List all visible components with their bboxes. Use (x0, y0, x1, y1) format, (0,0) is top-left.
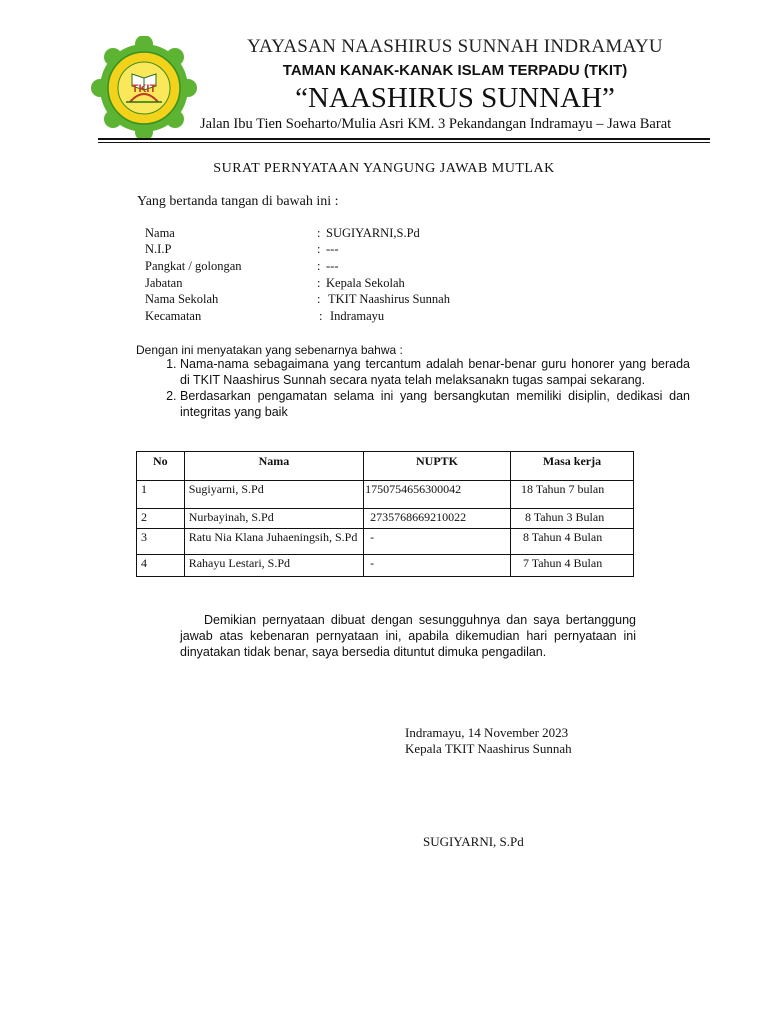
letterhead-rule-thin (98, 142, 710, 143)
field-colon: : (317, 242, 321, 256)
statement-list (136, 357, 690, 421)
field-value-nama-sekolah: TKIT Naashirus Sunnah (328, 292, 450, 306)
cell-no: 2 (137, 509, 185, 529)
header-masa-kerja: Masa kerja (510, 452, 633, 481)
field-value-jabatan: Kepala Sekolah (326, 276, 405, 290)
field-value-kecamatan: Indramayu (330, 309, 385, 323)
cell-nama: Ratu Nia Klana Juhaeningsih, S.Pd (184, 529, 363, 555)
statement-item: 1. Nama-nama sebagaimana yang tercantum adalah benar-benar guru honorer yang berada di TKIT Naashirus Sunnah secara nyata telah melaksanakn tugas sampai sekarang. (180, 357, 690, 388)
logo-center-text: TKIT (131, 83, 157, 95)
letterhead-rule-thick (98, 138, 710, 140)
cell-no: 4 (137, 555, 185, 577)
signature-name: SUGIYARNI, S.Pd (423, 834, 524, 849)
cell-no: 3 (137, 529, 185, 555)
cell-nuptk: 2735768669210022 (364, 509, 511, 529)
intro-text: Yang bertanda tangan di bawah ini : (137, 194, 339, 209)
cell-nama: Nurbayinah, S.Pd (184, 509, 363, 529)
cell-masa-kerja: 18 Tahun 7 bulan (510, 481, 633, 509)
table-row (137, 481, 634, 509)
field-label-jabatan: Jabatan (145, 276, 183, 290)
cell-nuptk: 1750754656300042 (364, 481, 511, 509)
signature-place-date: Indramayu, 14 November 2023 (405, 725, 569, 740)
field-label-nip: N.I.P (145, 242, 172, 256)
cell-masa-kerja: 8 Tahun 3 Bulan (510, 509, 633, 529)
statement-lead: Dengan ini menyatakan yang sebenarnya bahwa : (136, 343, 403, 357)
field-value-pangkat: --- (326, 259, 339, 273)
signature-role: Kepala TKIT Naashirus Sunnah (405, 741, 572, 756)
cell-nuptk: - (364, 555, 511, 577)
field-colon: : (319, 309, 323, 323)
document-title: SURAT PERNYATAAN YANGUNG JAWAB MUTLAK (213, 161, 555, 176)
field-label-nama: Nama (145, 226, 175, 240)
statement-item: 2. Berdasarkan pengamatan selama ini yang bersangkutan memiliki disiplin, dedikasi dan integritas yang baik (180, 389, 690, 420)
cell-nama: Sugiyarni, S.Pd (184, 481, 363, 509)
foundation-name: YAYASAN NAASHIRUS SUNNAH INDRAMAYU (247, 36, 663, 57)
header-nuptk: NUPTK (364, 452, 511, 481)
field-colon: : (317, 259, 321, 273)
field-label-kecamatan: Kecamatan (145, 309, 202, 323)
field-colon: : (317, 276, 321, 290)
field-label-pangkat: Pangkat / golongan (145, 259, 242, 273)
field-label-nama-sekolah: Nama Sekolah (145, 292, 219, 306)
cell-masa-kerja: 7 Tahun 4 Bulan (510, 555, 633, 577)
table-row (137, 555, 634, 577)
table-row (137, 529, 634, 555)
school-name: “NAASHIRUS SUNNAH” (295, 82, 615, 114)
field-value-nip: --- (326, 242, 339, 256)
field-colon: : (317, 226, 321, 240)
header-nama: Nama (184, 452, 363, 481)
header-no: No (137, 452, 185, 481)
cell-nuptk: - (364, 529, 511, 555)
field-colon: : (317, 292, 321, 306)
school-address: Jalan Ibu Tien Soeharto/Mulia Asri KM. 3 Pekandangan Indramayu – Jawa Barat (200, 116, 672, 132)
field-value-nama: SUGIYARNI,S.Pd (326, 226, 420, 240)
cell-no: 1 (137, 481, 185, 509)
cell-masa-kerja: 8 Tahun 4 Bulan (510, 529, 633, 555)
school-type: TAMAN KANAK-KANAK ISLAM TERPADU (TKIT) (282, 62, 628, 79)
staff-table (136, 451, 634, 577)
table-row (137, 509, 634, 529)
cell-nama: Rahayu Lestari, S.Pd (184, 555, 363, 577)
table-header-row (137, 452, 634, 481)
closing-paragraph: Demikian pernyataan dibuat dengan sesungguhnya dan saya bertanggung jawab atas kebenaran pernyataan ini, apabila dikemudian hari pernyataan ini dinyatakan tidak benar, saya bersedia dituntut dimuka pengadilan. (180, 613, 636, 659)
